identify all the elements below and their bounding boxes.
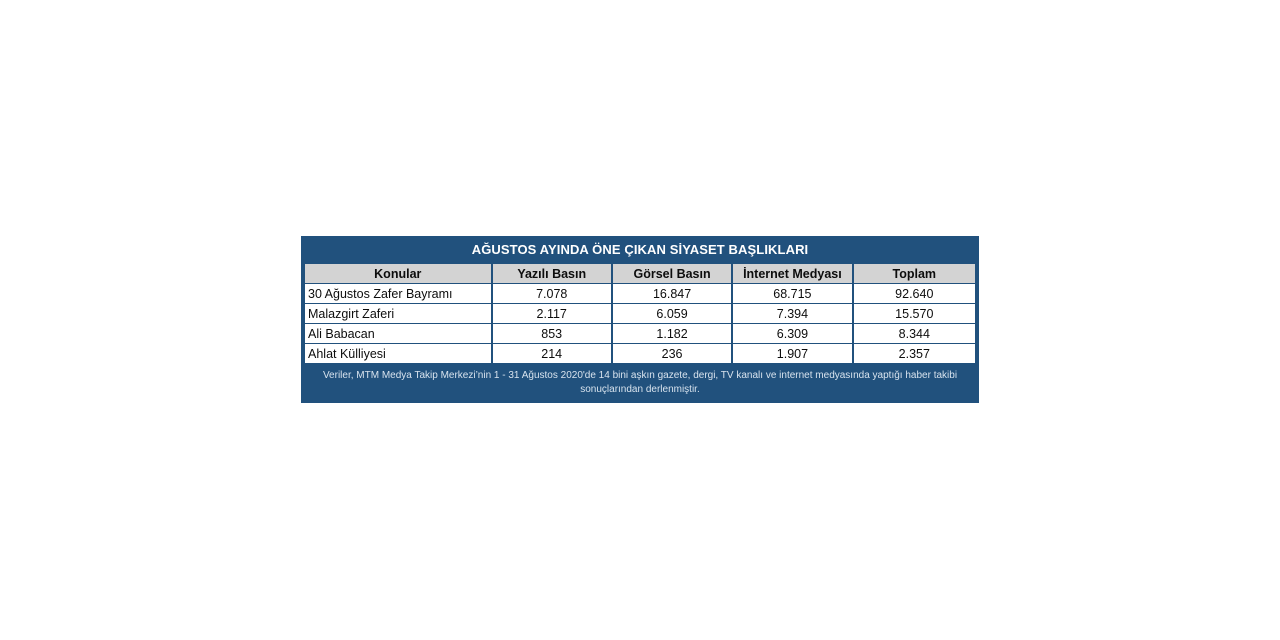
data-table xyxy=(303,263,977,364)
table-footnote: Veriler, MTM Medya Takip Merkezi’nin 1 - 31 Ağustos 2020'de 14 bini aşkın gazete, dergi, TV kanalı ve internet medyasında yaptığı haber takibi sonuçlarından derlenmiştir. xyxy=(322,370,958,395)
cell-subject: Ali Babacan xyxy=(305,324,491,343)
column-header-internet-medyasi: İnternet Medyası xyxy=(733,264,851,283)
cell-toplam: 92.640 xyxy=(854,284,975,303)
cell-internet: 6.309 xyxy=(733,324,851,343)
cell-yazili: 7.078 xyxy=(493,284,611,303)
column-header-yazili-basin: Yazılı Basın xyxy=(493,264,611,283)
cell-internet: 7.394 xyxy=(733,304,851,323)
cell-toplam: 15.570 xyxy=(854,304,975,323)
cell-internet: 68.715 xyxy=(733,284,851,303)
column-header-konular: Konular xyxy=(305,264,491,283)
cell-yazili: 214 xyxy=(493,344,611,363)
cell-yazili: 2.117 xyxy=(493,304,611,323)
cell-toplam: 8.344 xyxy=(854,324,975,343)
table-grid xyxy=(301,263,979,364)
table-row xyxy=(305,284,975,303)
cell-toplam: 2.357 xyxy=(854,344,975,363)
cell-subject: Ahlat Külliyesi xyxy=(305,344,491,363)
statistics-table-card xyxy=(301,236,979,403)
cell-subject: Malazgirt Zaferi xyxy=(305,304,491,323)
column-header-gorsel-basin: Görsel Basın xyxy=(613,264,731,283)
cell-gorsel: 6.059 xyxy=(613,304,731,323)
cell-internet: 1.907 xyxy=(733,344,851,363)
table-title: AĞUSTOS AYINDA ÖNE ÇIKAN SİYASET BAŞLIKLARI xyxy=(471,242,809,257)
table-row xyxy=(305,304,975,323)
table-row xyxy=(305,324,975,343)
table-row xyxy=(305,344,975,363)
cell-subject: 30 Ağustos Zafer Bayramı xyxy=(305,284,491,303)
table-header-row xyxy=(305,264,975,283)
cell-gorsel: 1.182 xyxy=(613,324,731,343)
cell-gorsel: 16.847 xyxy=(613,284,731,303)
column-header-toplam: Toplam xyxy=(854,264,975,283)
cell-yazili: 853 xyxy=(493,324,611,343)
cell-gorsel: 236 xyxy=(613,344,731,363)
